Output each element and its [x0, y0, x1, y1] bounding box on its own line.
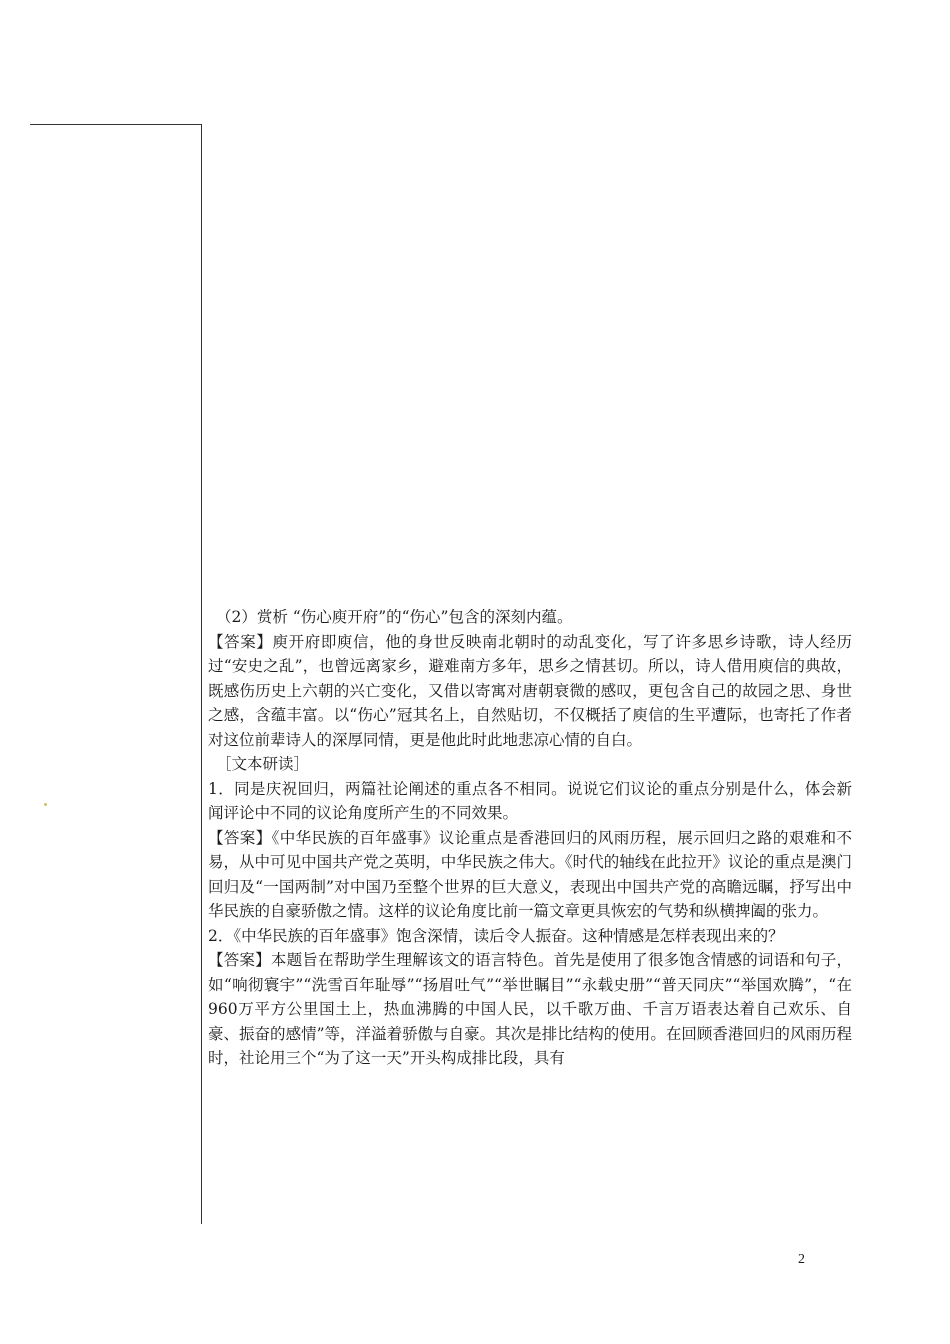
answer-text: 《中华民族的百年盛事》议论重点是香港回归的风雨历程，展示回归之路的艰难和不易，从中可见中国共产党之英明，中华民族之伟大。《时代的轴线在此拉开》议论的重点是澳门回归及“一国两制”对中国乃至整个世界的巨大意义，表现出中国共产党的高瞻远瞩，抒写出中华民族的自豪骄傲之情。这样的议论角度比前一篇文章更具恢宏的气势和纵横捭阖的张力。	[208, 828, 852, 920]
margin-top-rule	[30, 124, 202, 125]
question-2: （2）赏析 “伤心庾开府”的“伤心”包含的深刻内蕴。	[216, 608, 573, 626]
section-title: ［文本研读］	[216, 755, 310, 773]
stray-mark	[44, 803, 47, 806]
answer-item-1	[208, 826, 852, 924]
page-number: 2	[798, 1252, 805, 1267]
answer-tag: 【答案】	[208, 951, 271, 969]
answer-text: 本题旨在帮助学生理解该文的语言特色。首先是使用了很多饱含情感的词语和句子，如“响彻寰宇”“洗雪百年耻辱”“扬眉吐气”“举世瞩目”“永载史册”“普天同庆”“举国欢腾”，“在960万平方公里国土上，热血沸腾的中国人民，以千歌万曲、千言万语表达着自己欢乐、自豪、振奋的感情”等，洋溢着骄傲与自豪。其次是排比结构的使用。在回顾香港回归的风雨历程时，社论用三个“为了这一天”开头构成排比段，具有	[208, 951, 852, 1067]
margin-side-rule	[201, 124, 202, 1224]
answer-2	[208, 630, 852, 753]
document-body	[208, 605, 852, 1071]
answer-tag: 【答案】	[208, 828, 272, 847]
question-item-2: 2．《中华民族的百年盛事》饱含深情，读后令人振奋。这种情感是怎样表现出来的？	[208, 926, 784, 945]
answer-tag: 【答案】	[208, 632, 273, 651]
answer-text: 庾开府即庾信，他的身世反映南北朝时的动乱变化，写了许多思乡诗歌，诗人经历过“安史之乱”，也曾远离家乡，避难南方多年，思乡之情甚切。所以，诗人借用庾信的典故，既感伤历史上六朝的兴亡变化，又借以寄寓对唐朝衰微的感叹，更包含自己的故园之思、身世之感，含蕴丰富。以“伤心”冠其名上，自然贴切，不仅概括了庾信的生平遭际，也寄托了作者对这位前辈诗人的深厚同情，更是他此时此地悲凉心情的自白。	[208, 632, 852, 749]
question-item-1: 1．同是庆祝回归，两篇社论阐述的重点各不相同。说说它们议论的重点分别是什么，体会新闻评论中不同的议论角度所产生的不同效果。	[208, 779, 852, 822]
answer-item-2	[208, 948, 852, 1071]
